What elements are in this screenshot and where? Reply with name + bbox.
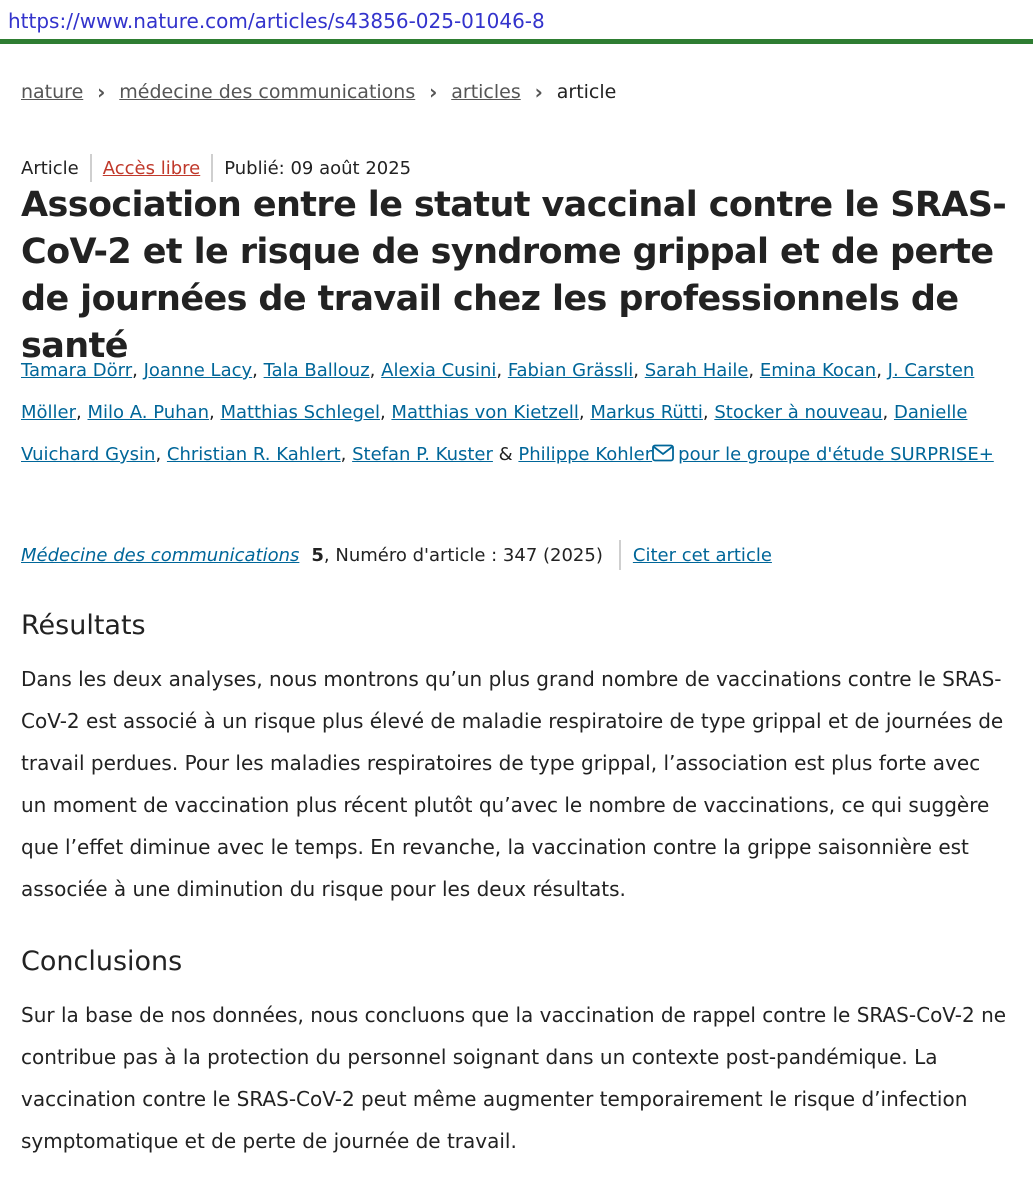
author-link[interactable]: Matthias von Kietzell: [391, 402, 579, 423]
envelope-icon[interactable]: [652, 436, 674, 478]
corresponding-author-link[interactable]: Philippe Kohler: [518, 444, 653, 465]
breadcrumb-item-journal[interactable]: médecine des communications: [119, 81, 416, 103]
open-access-link[interactable]: Accès libre: [102, 157, 201, 179]
conclusions-paragraph: Sur la base de nos données, nous concluons que la vaccination de rappel contre le SRAS-CoV-2 ne contribue pas à la protection du personnel soignant dans un contexte post-pandémique. La vaccination contre le SRAS-CoV-2 peut même augmenter temporairement le risque d’infection symptomatique et de perte de journée de travail.: [21, 1003, 1007, 1153]
results-heading: Résultats: [21, 610, 146, 641]
author-link[interactable]: Emina Kocan: [759, 360, 877, 381]
author-link[interactable]: Sarah Haile: [644, 360, 749, 381]
article-type: Article: [21, 157, 79, 179]
meta-divider: [211, 154, 213, 182]
chevron-right-icon: ›: [97, 80, 106, 104]
author-link[interactable]: Tamara Dörr: [21, 360, 133, 381]
author-link[interactable]: Stocker à nouveau: [714, 402, 883, 423]
url-text[interactable]: https://www.nature.com/articles/s43856-025-01046-8: [8, 9, 545, 33]
chevron-right-icon: ›: [429, 80, 438, 104]
author-conjunction: &: [498, 444, 513, 465]
conclusions-heading: Conclusions: [21, 946, 183, 977]
article-number: , Numéro d'article : 347 (2025): [323, 544, 603, 566]
author-link[interactable]: Tala Ballouz: [263, 360, 370, 381]
chevron-right-icon: ›: [534, 80, 543, 104]
study-group-link[interactable]: pour le groupe d'étude SURPRISE+: [678, 444, 994, 465]
author-link[interactable]: Milo A. Puhan: [87, 402, 209, 423]
address-bar[interactable]: [0, 0, 1033, 44]
breadcrumb-item-articles[interactable]: articles: [451, 81, 521, 103]
article-title: Association entre le statut vaccinal contre le SRAS-CoV-2 et le risque de syndrome grippal et de perte de journées de travail chez les professionnels de santé: [21, 185, 1007, 366]
journal-link[interactable]: Médecine des communications: [21, 544, 300, 566]
article-meta: [21, 154, 411, 182]
results-paragraph: Dans les deux analyses, nous montrons qu’un plus grand nombre de vaccinations contre le SRAS-CoV-2 est associé à un risque plus élevé de maladie respiratoire de type grippal et de journées de travail perdues. Pour les maladies respiratoires de type grippal, l’association est plus forte avec un moment de vaccination plus récent plutôt qu’avec le nombre de vaccinations, ce qui suggère que l’effet diminue avec le temps. En revanche, la vaccination contre la grippe saisonnière est associée à une diminution du risque pour les deux résultats.: [21, 667, 1004, 901]
author-link[interactable]: Christian R. Kahlert: [166, 444, 341, 465]
citation-divider: [619, 540, 621, 570]
cite-article-link[interactable]: Citer cet article: [632, 544, 772, 566]
breadcrumb: [21, 80, 616, 104]
author-link[interactable]: Joanne Lacy: [143, 360, 253, 381]
volume-number: 5: [311, 544, 324, 566]
author-link[interactable]: Danielle Vuichard Gysin: [21, 402, 968, 465]
author-link[interactable]: J. Carsten Möller: [21, 360, 975, 423]
published-date: Publié: 09 août 2025: [224, 157, 412, 179]
breadcrumb-item-nature[interactable]: nature: [21, 81, 84, 103]
author-link[interactable]: Markus Rütti: [590, 402, 703, 423]
breadcrumb-current: article: [556, 81, 617, 103]
author-link[interactable]: Fabian Grässli: [507, 360, 634, 381]
citation-line: [21, 540, 772, 570]
author-link[interactable]: Matthias Schlegel: [220, 402, 380, 423]
author-link[interactable]: Alexia Cusini: [381, 360, 497, 381]
meta-divider: [90, 154, 92, 182]
author-link[interactable]: Stefan P. Kuster: [352, 444, 493, 465]
author-list: Tamara Dörr, Joanne Lacy, Tala Ballouz, Alexia Cusini, Fabian Grässli, Sarah Haile, Emina Kocan, J. Carsten Möller, Milo A. Puhan, Matthias Schlegel, Matthias von Kietzell, Markus Rütti, Stocker à nouveau, Danielle Vuichard Gysin, Christian R. Kahlert, Stefan P. Kuster & Philippe Kohler pour le groupe d'étude SURPRISE+: [21, 350, 1016, 478]
